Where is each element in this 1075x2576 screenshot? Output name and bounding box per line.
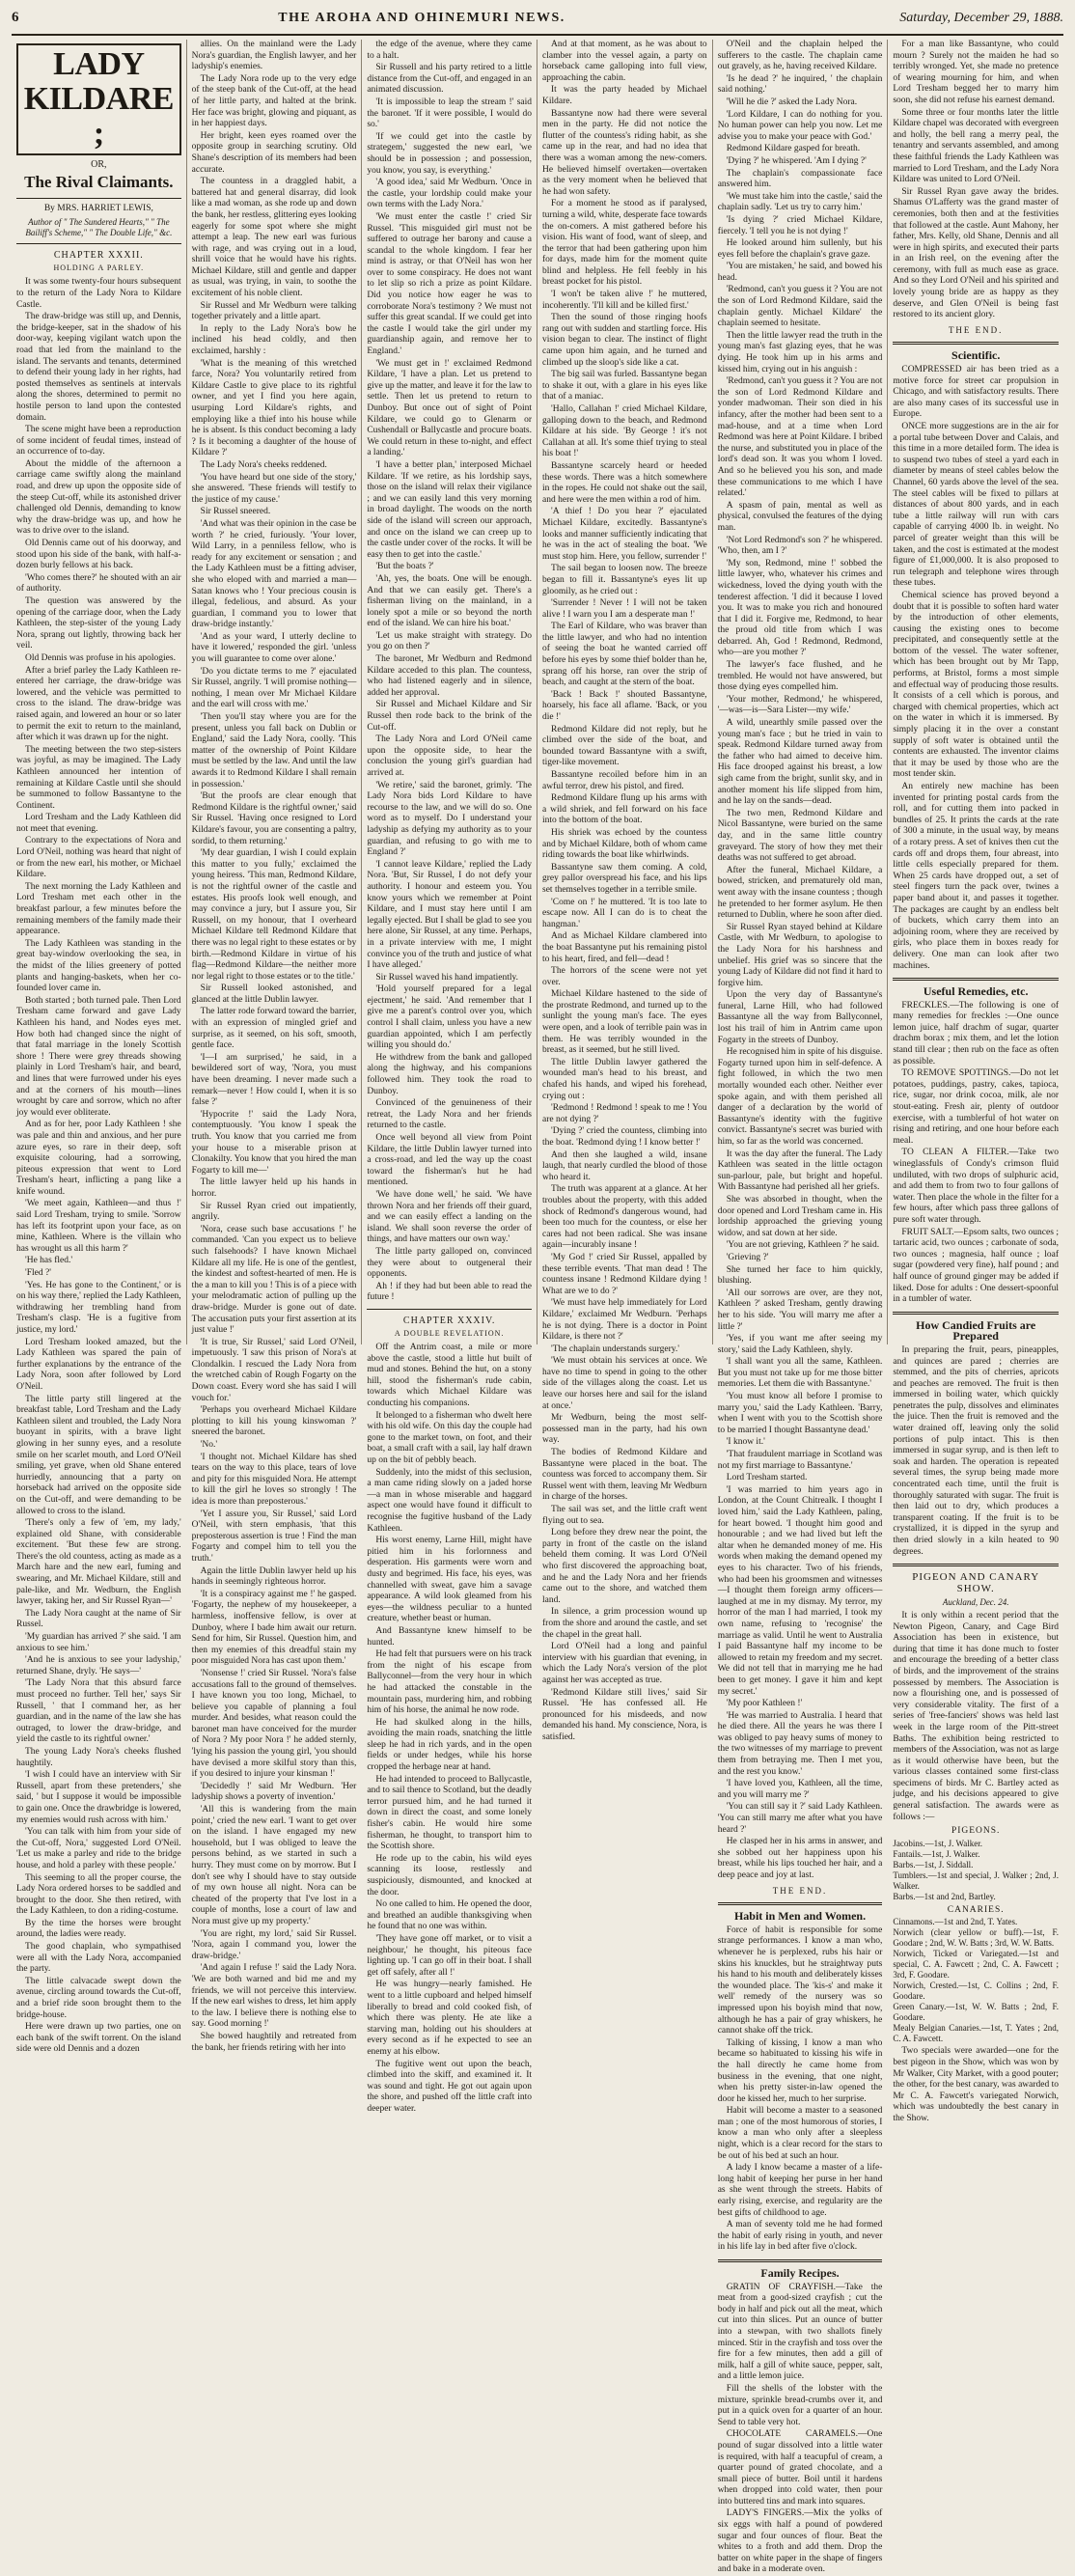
divider <box>16 198 181 199</box>
paragraph: 'Perhaps you overheard Michael Kildare plotting to kill his young kinswoman ?' sneered the baronet. <box>191 1405 357 1438</box>
paragraph: the edge of the avenue, where they came to a halt. <box>367 40 533 61</box>
paragraph: 'A thief ! Do you hear ?' ejaculated Michael Kildare, excitedly. Bassantyne's looks and manner sufficiently indicating that he was in the act of stealing the boat. 'We must stop him. Here, you fellow, surrender !' <box>542 507 707 562</box>
column-6 <box>888 40 1063 2123</box>
paragraph: 'You are right, my lord,' said Sir Russel. 'Nora, again I command you, lower the draw-bridge.' <box>191 1928 357 1961</box>
paragraph: Contrary to the expectations of Nora and Lord O'Neil, nothing was heard that night of or from the new earl, his mother, or Michael Kildare. <box>16 836 181 880</box>
paragraph: Sir Russel waved his hand impatiently. <box>375 972 519 983</box>
paragraph: The next morning the Lady Kathleen and Lord Tresham met each other in the breakfast parlour, a few minutes before the remaining members of the family made their appearance. <box>16 881 181 937</box>
paragraph: 'And as your ward, I utterly decline to have it lowered,' responded the girl. 'unless you will guarantee to come over alone.' <box>191 631 357 665</box>
paragraph: She bowed haughtily and retreated from the bank, her friends retiring with her into <box>191 2031 357 2053</box>
paragraph: Force of habit is responsible for some strange performances. I know a man who, whenever he is perplexed, rubs his hair or skins his knuckles, but he straightway puts his hand to his mouth and deliberately kisses the wounded place. The 'kis-s' and make it well' remedy of the nursery was so impressed upon his boyish mind that now, although he has a pair of gray whiskers, he cannot shake off the trick. <box>717 1925 883 2036</box>
paragraph: 'Who comes there?' he shouted with an air of authority. <box>16 572 181 595</box>
paragraph: The Earl of Kildare, who was braver than the little lawyer, and who had no intention of seeing the boat he wanted carried off before his eyes by some thief bolder than he, sprang off his horse, ran over the strip of beach, and caught at the stern of the boat. <box>542 622 707 688</box>
paragraph: Sir Russel Ryan cried out impatiently, angrily. <box>191 1201 357 1223</box>
paragraph: He rode up to the cabin, his wild eyes scanning its loose, restlessly and suspiciously, dismounted, and knocked at the door. <box>367 1853 533 1897</box>
paragraph: The little party still lingered at the breakfast table, Lord Tresham and the Lady Kathleen silent and troubled, the Lady Nora buoyant in spirits, with a brave light glowing in her sunny eyes, and a resolute smile on her scarlet mouth, and Lord O'Neil smiling, yet grave, when old Shane entered hurriedly, announcing that a party on horseback had arrived on the opposite side on the Cut-off, and were demanding to be allowed to cross to the island. <box>16 1394 181 1516</box>
paragraph: 'And again I refuse !' said the Lady Nora. 'We are both warned and bid me and my friends, we will not perceive this interview. If the new earl wishes to dress, let him apply to the law. I believe there is nothing else to say. Good morning !' <box>191 1963 357 2030</box>
paragraph: He clasped her in his arms in answer, and she sobbed out her happiness upon his breast, while his lips touched her hair, and a deep peace and joy at last. <box>717 1837 883 1880</box>
paragraph: Habit will become a master to a seasoned man ; one of the most humorous of stories, I know a man who only after a sleepless night, which is a clear record for the stars to be out of his bed at such an hour. <box>717 2106 883 2161</box>
paragraph: ONCE more suggestions are in the air for a portal tube between Dover and Calais, and this time in a more detailed form. The idea is to suspend two tubes of steel a yard each in diameter by means of steel cables below the Channel, 60 yards above the level of the sea. The steel cables will be fixed to pillars at distances of about 800 yards, and in each tube a little railway will run with cars capable of carrying 4000 lb. in weight. No parcel of greater weight than this will be taken, and the cost is estimated at the modest figure of £1,000,000. It is also proposed to run telegraph and telephone wires through these tubes. <box>893 422 1060 589</box>
paragraph: 'But the boats ?' <box>375 562 434 572</box>
column-text <box>718 40 883 1882</box>
paragraph: 'We must take him into the castle,' said the chaplain sadly. 'Let us try to carry him.' <box>717 191 883 213</box>
award-entry: Jacobins.—1st, J. Walker. <box>893 1838 982 1848</box>
paragraph: Both started ; both turned pale. Then Lord Tresham came forward and gave Lady Kathleen his hand, and Nodes eyes met. How both had changed since the night of that fatal marriage in the lonely Scottish shore ! There were grey threads showing plainly in Lord Tresham's hair, and beard, and lines that were furrowed under his eyes and at the corners of his mouth—lines wrought by care and sorrow, which no after joy would ever obliterate. <box>16 995 181 1118</box>
pigeons-subheading: PIGEONS. <box>951 1826 1001 1837</box>
paragraph: 'Nora, cease such base accusations !' he commanded. 'Can you expect us to believe such falsehoods? I have known Michael Kildare all my life. He is one of the gentlest, the kindest and softest-hearted of men. He is the a man to kill you ! This is of a piece with your melodramatic action of pulling up the draw-bridge. Murder is gone out of date. The accusation puts your first assertion at its just value !' <box>191 1224 357 1336</box>
paragraph: Suddenly, into the midst of this seclusion, a man came riding slowly on a jaded horse—a man in whose miserable and haggard aspect one would have found it difficult to recognise the fugitive husband of the Lady Kathleen. <box>367 1467 533 1534</box>
chapter-subheading: A DOUBLE REVELATION. <box>394 1328 505 1338</box>
paragraph: Lord Tresham and the Lady Kathleen did not meet that evening. <box>16 813 181 834</box>
paragraph: 'Is he dead ?' he inquired, ' the chaplain said nothing.' <box>717 73 883 96</box>
paragraph: 'I—I am surprised,' he said, in a bewildered sort of way, 'Nora, you must have been dreaming. I never made such a remark—never ! How could I, when it is so false ?' <box>191 1052 357 1108</box>
paragraph: The truth was apparent at a glance. At her troubles about the property, with this added shock of Redmond's dangerous wound, had been too much for the countess, or else her cares had not been radical. She was insane again—incurably insane ! <box>542 1184 707 1251</box>
paragraph: TO CLEAN A FILTER.—Take two wineglassfuls of Condy's crimson fluid undiluted, with two drops of sulphuric acid, and add them to from two to four gallons of water. Then place the whole in the filter for a few hours, after which pass three gallons of pure soft water through. <box>893 1148 1060 1225</box>
paragraph: She was absorbed in thought, when the door opened and Lord Tresham came in. His lordship approached the grieving young widow, and sat down at her side. <box>717 1194 883 1238</box>
paragraph: Her bright, keen eyes roamed over the opposite group in searching scrutiny. Old Shane's description of its members had been accurate. <box>191 130 357 175</box>
paragraph: 'Dying ?' he whispered. 'Am I dying ?' <box>726 155 867 166</box>
paragraph: 'Yes. He has gone to the Continent,' or is on his way there,' replied the Lady Kathleen, withdrawing her trembling hand from Tresham's clasp. 'He is a fugitive from justice, my lord.' <box>16 1280 181 1335</box>
paragraph: Mr Wedburn, being the most self-possessed man in the party, had his own way. <box>542 1413 707 1446</box>
paragraph: It belonged to a fisherman who dwelt here with his old wife. On this day the couple had gone to the market town, on foot, and their boat, a small craft with a sail, lay half drawn up on the bit of pebbly beach. <box>367 1410 533 1466</box>
paragraph: By the time the horses were brought around, the ladies were ready. <box>16 1918 181 1940</box>
paragraph: 'It is true, Sir Russel,' said Lord O'Neil, impetuously. 'I saw this prison of Nora's at Clondalkin. I rescued the Lady Nora from the wretched cabin of Rough Fogarty on the Down coast. Every word she has said I will vouch for.' <box>191 1337 357 1403</box>
paragraph: 'My son, Redmond, mine !' sobbed the little lawyer, who, whatever his crimes and wickedness, loved the dying youth with the tenderest affection. 'I did it because I loved you. It was to make you rich and honoured that I did it. Forgive me, Redmond, to hear the proud old title from which I was debarred. Ah, God ! Redmond, Redmond, who—are you mother ?' <box>717 558 883 658</box>
paragraph: He had intended to proceed to Ballycastle, and to sail thence to Scotland, but the deadly terror pursued him, and he had turned it down in direct the coast, and some lonely fisher's cabin. He would hire some fisherman, he thought, to transport him to the Scottish shore. <box>367 1774 533 1852</box>
column-text <box>718 1925 883 2254</box>
paragraph: About the middle of the afternoon a carriage came swiftly along the mainland road, and drew up upon the opposite side of the steep Cut-off, while its astonished driver challenged old Dennis, demanding to know why the draw-bridge was up, and how he was to drive over to the island. <box>16 458 181 537</box>
paragraph: 'You are mistaken,' he said, and bowed his head. <box>717 262 883 283</box>
paragraph: The big sail was furled. Bassantyne began to shake it out, with a glare in his eyes like that of a maniac. <box>542 370 707 402</box>
paragraph: A man of seventy told me he had formed the habit of early rising in youth, and never in his life lay in bed after five o'clock. <box>717 2220 883 2253</box>
paragraph: His worst enemy, Larne Hill, might have pitied him in his forlornness and desperation. His garments were worn and dusty and begrimed. His face, his eyes, was channelled with sweat, gave him a savage appearance. A wild look gleamed from his eyes—the wildness peculiar to a hunted creature, whether beast or human. <box>367 1536 533 1624</box>
paragraph: 'I wish I could have an interview with Sir Russell, apart from these pretenders,' she said, ' but I suppose it would be impossible to gain one. Once the drawbridge is lowered, my enemies would rush across with him.' <box>16 1770 181 1825</box>
divider <box>718 2259 883 2262</box>
paragraph: An entirely new machine has been invented for printing postal cards from the roll, and for cutting them into packed in bundles of 25. It prints the cards at the rate of 300 a minute, in the usual way, by means of a rotary press. A set of knives then cut the cards off and drops them, four abreast, into little cells especially prepared for them. When 25 cards have dropped out, a set of steel fingers turn the pack over, twines a paper band about it, and passes it together. The packages are caught by an endless belt of buckets, which carry them into an adjoining room, where they are received by girls, who place them in boxes ready for delivery. One man can look after two machines. <box>893 782 1060 971</box>
paragraph: 'But the proofs are clear enough that Redmond Kildare is the rightful owner,' said Sir Russel. 'Having once resigned to Lord Kildare's favour, you are consenting a paltry, sordid, to them returning.' <box>191 791 357 846</box>
paragraph: Convinced of the genuineness of their retreat, the Lady Nora and her friends returned to the castle. <box>367 1098 533 1131</box>
paragraph: The latter rode forward toward the barrier, with an expression of mingled grief and surprise, as it seemed, on his soft, smooth, gentle face. <box>191 1007 357 1051</box>
paragraph: Chemical science has proved beyond a doubt that it is possible to soften hard water by the introduction of other elements, causing the existing ones to become precipitated, and consequently settle at the bottom of the vessel. The water softener, which has been brought out by Mr Tapp, performs, at Bristol, forms a most simple and effectual way of producing those results. It consists of a cell which is porous, and charged with chemical properties, which act on the water in which it is immersed. By simply placing it in the over a constant supply of soft water is obtained until the contents are exhausted. The inventor claims that it may be used by those who are the most tender skin. <box>893 590 1060 780</box>
paragraph: The chaplain's compassionate face answered him. <box>717 168 883 190</box>
pigeon-show-dateline: Auckland, Dec. 24. <box>942 1597 1009 1608</box>
paragraph: 'Surrender ! Never ! I will not be taken alive ! I warn you I am a desperate man !' <box>542 598 707 620</box>
paragraph: The bodies of Redmond Kildare and Bassantyne were placed in the boat. The countess was forced to accompany them. Sir Russel went with them, leaving Mr Wedburn in charge of the horses. <box>542 1448 707 1503</box>
paragraph: 'No.' <box>200 1440 218 1451</box>
paragraph: 'If we could get into the castle by strategem,' suggested the new earl, 'we should be in possession ; and possession, you know, you say, is everything.' <box>367 131 533 176</box>
column-text <box>893 1001 1059 1306</box>
masthead <box>12 10 1063 36</box>
paragraph: Redmond Kildare gasped for breath. <box>726 144 861 154</box>
paragraph: 'Nonsense !' cried Sir Russel. 'Nora's false accusations fall to the ground of themselves. I have known you too long, Michael, to believe you capable of planning a foul murder. And besides, what reason could the baronet man have conceived for the murder of Nora ? My poor Nora !' he added sternly, 'lying his passion the young girl, 'you should have devised a more skilful story than this, if you desired to injure your kinsman !' <box>191 1668 357 1780</box>
paragraph: He recognised him in spite of his disguise. Fogarty turned upon him in self-defence. A fight followed, in which the two men mortally wounded each other. Neither ever spoke again, and with them perished all danger of a declaration by the world of Bassantyne's identity with the fugitive convict. Bassantyne's secret was buried with him, so far as the world was concerned. <box>717 1047 883 1147</box>
paragraph: For a man like Bassantyne, who could mourn ? Surely not the maiden he had so terribly wronged. Yet, she made no pretence of wearing mourning for him, and when Lord Tresham begged her to marry him soon, she did not refuse his earnest demand. <box>893 40 1060 105</box>
paragraph: 'You have heard but one side of the story,' she answered. 'These friends will testify to the justice of my cause.' <box>191 472 357 505</box>
paragraph: A lady I know became a master of a life-long habit of keeping her purse in her hand as she went through the streets. Habits of early rising, exercise, and regularity are the best gifts of childhood to age. <box>717 2163 883 2218</box>
paragraph: It was the party headed by Michael Kildare. <box>542 85 707 106</box>
paragraph: Here were drawn up two parties, one on each bank of the swift torrent. On the island side were old Dennis and a dozen <box>16 2022 181 2055</box>
paragraph: Sir Russel sneered. <box>200 507 271 517</box>
paragraph: Ah ! if they had but been able to read the future ! <box>367 1281 533 1303</box>
divider <box>893 342 1059 345</box>
paragraph: The little lawyer held up his hands in horror. <box>191 1177 357 1199</box>
paragraph: It was some twenty-four hours subsequent to the return of the Lady Nora to Kildare Castle. <box>16 277 181 310</box>
the-end-marker: THE END. <box>948 324 1004 335</box>
paragraph: allies. On the mainland were the Lady Nora's guardian, the English lawyer, and her ladyship's enemies. <box>191 40 357 72</box>
paragraph: 'My God !' cried Sir Russel, appalled by these terrible events. 'That man dead ! The countess insane ! Redmond Kildare dying ! What are we to do ?' <box>542 1252 707 1296</box>
paragraph: 'It is impossible to leap the stream !' said the baronet. 'If it were possible, I would do so.' <box>367 97 533 130</box>
paragraph: 'Yet I assure you, Sir Russel,' said Lord O'Neil, with stern emphasis, 'that this preposterous assertion is true ! Find the man Fogarty and compel him to tell you the truth.' <box>191 1509 357 1564</box>
column-text <box>893 1345 1059 1558</box>
serial-title: LADY KILDARE ; <box>16 43 181 155</box>
award-entry: Tumblers.—1st and special, J. Walker ; 2nd, J. Walker. <box>893 1870 1060 1891</box>
paragraph: He was hungry—nearly famished. He went to a little cupboard and helped himself liberally to bread and cold cooked fish, of which there was plenty. He ate like a starving man, holding out his shoulders at every second as if he expected to see an enemy at his elbow. <box>367 1980 533 2057</box>
paragraph: The little calvacade swept down the avenue, circling around towards the Cut-off, and a brief ride soon brought them to the bridge-house. <box>16 1976 181 2020</box>
recipes-heading: Family Recipes. <box>760 2266 840 2280</box>
paragraph: Redmond Kildare did not reply, but he climbed over the side of the boat, and bounded toward Bassantyne with a swift, tiger-like movement. <box>542 724 707 768</box>
paragraph: The countess in a draggled habit, a battered hat and general disarray, did look like a mad woman, as she rode up and down the bank, her restless, glittering eyes looking eagerly for some spot where she might attempt a leap. The new earl was furious with rage, and was crying out in a loud, shrill voice that he would have his rights. Michael Kildare, still and gentle and dapper as usual, was trying, in vain, to soothe the excitement of his noble client. <box>191 177 357 299</box>
paragraph: Bassantyne saw them coming. A cold, grey pallor overspread his face, and his lips set themselves together in a terrible smile. <box>542 862 707 895</box>
paragraph: 'My guardian has arrived ?' she said. 'I am anxious to see him.' <box>16 1632 181 1653</box>
paragraph: 'Back ! Back !' shouted Bassantyne, hoarsely, his face all aflame. 'Back, or you die !' <box>542 689 707 723</box>
chapter-heading: CHAPTER XXXII. <box>53 250 144 262</box>
paragraph: Lord O'Neil had a long and painful interview with his guardian that evening, in which the Lady Nora's version of the plot against her was accepted as true. <box>542 1642 707 1685</box>
column-text <box>367 1343 532 2115</box>
column-2 <box>187 40 363 2053</box>
paragraph: Old Dennis came out of his doorway, and stood upon his side of the bank, with half-a-dozen burly fellows at his back. <box>16 539 181 571</box>
column-4 <box>538 40 713 1742</box>
paragraph: 'We must enter the castle !' cried Sir Russel. 'This misguided girl must not be suffered to outrage her barony and cause a scandal to the whole kingdom. I fear her mind is astray, or that O'Neil has won her over to some conspiracy. He does not want to let slip so rich a prize as point Kildare. Did you notice how eager he was to corroborate Nora's testimony ? We must not suffer this great scandal. If we could get into the castle I would take the girl under my guardianship again, and remove her to England.' <box>367 211 533 357</box>
chapter-subheading: HOLDING A PARLEY. <box>53 263 145 272</box>
byline: By MRS. HARRIET LEWIS, <box>43 203 153 213</box>
paragraph: Lord Tresham started. <box>726 1473 808 1483</box>
award-entry: Barbs.—1st and 2nd, Bartley. <box>893 1891 996 1901</box>
paragraph: 'They have gone off market, or to visit a neighbour,' he thought, his piteous face lighting up. 'I can go off in their boat. I shall get off safely, after all !' <box>367 1933 533 1978</box>
paragraph: And as for her, poor Lady Kathleen ! she was pale and thin and anxious, and her pure azure eyes, so rare in their deep, soft exquisite colouring, had a sorrowing, piteous expression that went to Lord Tresham's heart, inflicting a pang like a knife wound. <box>16 1120 181 1197</box>
paragraph: And as Michael Kildare clambered into the boat Bassantyne put his remaining pistol to his heart, fired, and fell—dead ! <box>542 931 707 964</box>
paragraph: 'We must have help immediately for Lord Kildare,' exclaimed Mr Wedburn. 'Perhaps he is not dying. There is a doctor in Point Kildare, is there not ?' <box>542 1298 707 1343</box>
author-credits: Author of " The Sundered Hearts," " The Bailiff's Scheme," " The Double Life," &c. <box>25 217 173 238</box>
award-entry: Fantails.—1st, J. Walker. <box>893 1848 980 1859</box>
scientific-heading: Scientific. <box>951 348 1001 363</box>
paragraph: 'The chaplain understands surgery.' <box>551 1343 679 1354</box>
paragraph: Off the Antrim coast, a mile or more above the castle, stood a little hut built of mud and stones. Behind the hut, on a stony hill, stood the fisherman's rude cabin, towards which Michael Kildare was conducting his companions. <box>367 1343 533 1409</box>
paragraph: 'Lord Kildare, I can do nothing for you. No human power can help you now. Let me advise you to make your peace with God.' <box>717 109 883 142</box>
paragraph: 'A good idea,' said Mr Wedburn. 'Once in the castle, your lordship could make your own terms with the Lady Nora.' <box>367 178 533 210</box>
paragraph: LADY'S FINGERS.—Mix the yolks of six eggs with half a pound of powdered sugar and four ounces of flour. Beat the whites to a froth and add them. Drop the batter on white paper in the shape of fingers and bake in a moderate oven. <box>717 2508 883 2575</box>
paragraph: 'Hold yourself prepared for a legal ejectment,' he said. 'And remember that I give me a parent's control over you, which control I shall claim, unless you have a new guardian appointed, which I am perfectly willing you should do.' <box>367 984 533 1051</box>
paragraph: 'Then you'll stay where you are for the present, unless you fall back on Dublin or England,' said the Lady Nora, coolly. 'This matter of the ownership of Point Kildare must be settled by the law. And until the law awards it to Redmond Kildare I shall remain in possession.' <box>191 712 357 789</box>
paragraph: 'It is a conspiracy against me !' he gasped. 'Fogarty, the nephew of my housekeeper, a harmless, inoffensive fellow, is over at Dunboy, where I bade him await our return. Send for him, Sir Russel. Question him, and then my enemies of this dreadful stain my poor misguided Nora has cast upon them.' <box>191 1589 357 1667</box>
habit-heading: Habit in Men and Women. <box>733 1909 867 1924</box>
newspaper-name: THE AROHA AND OHINEMURI NEWS. <box>278 11 565 25</box>
paragraph: 'You can still say it ?' said Lady Kathleen. 'You can still marry me after what you have heard ?' <box>717 1802 883 1835</box>
paragraph: Then the sound of those ringing hoofs rang out with sudden and startling force. His vision began to clear. The instinct of flight came upon him again, and he turned and climbed up the sloop's side like a cat. <box>542 313 707 368</box>
paragraph: Long before they drew near the point, the party in front of the castle on the island beheld them coming. It was Lord O'Neil who first discovered the approaching boat, and he and the Lady Nora and her friends came out to the shore, and watched them land. <box>542 1528 707 1605</box>
paragraph: 'Ah, yes, the boats. One will be enough. And that we can easily get. There's a fisherman living on the mainland, in a lonely spot a mile or so beyond the north end of the island. We can hire his boat.' <box>367 573 533 629</box>
divider <box>893 1312 1059 1315</box>
column-text <box>16 277 181 2056</box>
paragraph: 'All our sorrows are over, are they not, Kathleen ?' asked Tresham, gently drawing her to his side. 'You will marry me after a little ?' <box>717 1288 883 1332</box>
paragraph: The sail was set, and the little craft went flying out to sea. <box>542 1505 707 1526</box>
paragraph: 'Grieving ?' <box>726 1252 769 1262</box>
paragraph: And Bassantyne knew himself to be hunted. <box>367 1625 533 1648</box>
paragraph: Bassantyne scarcely heard or heeded these words. There was a hitch somewhere in the ropes. He could not shake out the sail, and here were the men within a rod of him. <box>542 460 707 505</box>
paragraph: 'We retire,' said the baronet, grimly. 'The Lady Nora bids Lord Kildare to have recourse to the law, and we will do so. One word as to myself. Do I understand your ladyship as defying my authority as to your guardian, and refusing to go with me to England ?' <box>367 780 533 858</box>
paragraph: His shriek was echoed by the countess and by Michael Kildare, both of whom came riding towards the boat like whirlwinds. <box>542 827 707 861</box>
paragraph: 'Decidedly !' said Mr Wedburn. 'Her ladyship shows a poverty of invention.' <box>191 1781 357 1803</box>
column-1 <box>12 40 187 2055</box>
paragraph: He had skulked along in the hills, avoiding the main roads, snatching the little sleep he had in rich yards, and in the open fields or under hedges, while his horse cropped the herbage near at hand. <box>367 1717 533 1773</box>
paragraph: 'He has fled.' <box>25 1256 73 1266</box>
paragraph: Sir Russell and his party retired to a little distance from the Cut-off, and engaged in an animated discussion. <box>367 63 533 96</box>
paragraph: No one called to him. He opened the door, and breathed an audible thanksgiving when he found that no one was within. <box>367 1899 533 1932</box>
paragraph: It is only within a recent period that the Newton Pigeon, Canary, and Cage Bird Association has been in existence, but during that time it has done much to foster and encourage the breeding of a better class of birds, and the improvement of the strains possessed by members. The Association is now a flourishing one, and is possessed of very considerable vitality. The first of a series of 'free-fanciers' shows was held last week in the large room of the Pitt-street Baths. The exhibition being restricted to members of the Association, was not as large as it would otherwise have been, but the various classes contained some first-class specimens of birds. Mr C. Bartley acted as judge, and his decisions appeared to give general satisfaction. The awards were as follows :— <box>893 1610 1060 1822</box>
paragraph: 'Is dying ?' cried Michael Kildare, fiercely. 'I tell you he is not dying !' <box>717 214 883 236</box>
paragraph: 'Will he die ?' asked the Lady Nora. <box>726 97 858 107</box>
paragraph: 'There's only a few of 'em, my lady,' explained old Shane, with considerable excitement. 'But these few are strong. There's the old countess, acting as made as a March hare and the new earl, fuming and swearing, and Mr. Michael Kildare, still and pale-like, and Mr. Wedburn, the English lawyer, taking her, and Sir Russel Ryan—' <box>16 1518 181 1607</box>
paragraph: She turned her face to him quickly, blushing. <box>717 1264 883 1287</box>
serial-subtitle: The Rival Claimants. <box>24 172 174 191</box>
paragraph: Sir Russel Ryan gave away the brides. Shamus O'Lafferty was the grand master of ceremonies, both then and at the festivities that followed at the castle. Aunt Mahony, her father, Mrs. Kelly, old Shane, Dennis and all were in high spirits, and executed their parts in an Irish reel, on the evening after the ceremony, with full as much ease as grace. And so they Lord O'Neil and his spirited and lovely young bride are as happy as they deserve, and Glen O'Neil is being fast restored to its ancient glory. <box>893 186 1060 320</box>
pigeon-show-heading: PIGEON AND CANARY SHOW. <box>912 1571 1040 1594</box>
column-text <box>367 40 532 1304</box>
paragraph: 'Come on !' he muttered. 'It is too late to escape now. All I can do is to cheat the hangman.' <box>542 897 707 929</box>
paragraph: 'You can talk with him from your side of the Cut-off, Nora,' suggested Lord O'Neil. 'Let us make a parley and ride to the bridge house, and hold a parley with these people.' <box>16 1827 181 1870</box>
paragraph: The baronet, Mr Wedburn and Redmond Kildare acceded to this plan. The countess, who had listened eagerly and in silence, added her approval. <box>367 654 533 698</box>
paragraph: 'Redmond, can't you guess it ? You are not the son of Lord Redmond Kildare, said the chaplain gently. Michael Kildare' the chaplain seemed to hesitate. <box>717 285 883 329</box>
paragraph: The lawyer's face flushed, and he trembled. He would not have answered, but those dying eyes compelled him. <box>717 660 883 693</box>
paragraph: Upon the very day of Bassantyne's funeral, Larne Hill, who had followed Bassantyne all the way from Ballyconnel, lost his trail of him in Antrim came upon Fogarty in the streets of Dunboy. <box>717 990 883 1045</box>
paragraph: In reply to the Lady Nora's bow he inclined his head coldly, and then exclaimed, harshly : <box>191 323 357 357</box>
paragraph: The young Lady Nora's cheeks flushed haughtily. <box>16 1746 181 1768</box>
paragraph: Old Dennis was profuse in his apologies. <box>25 652 176 663</box>
canaries-awards <box>893 1917 1059 2044</box>
paragraph: 'Fled ?' <box>25 1268 51 1279</box>
award-entry: Norwich, Crested.—1st, C. Collins ; 2nd, F. Goodare. <box>893 1980 1060 2002</box>
paragraph: He withdrew from the bank and galloped along the highway, and his companions followed him. They took the road to Dunboy. <box>367 1052 533 1096</box>
paragraph: TO REMOVE SPOTTINGS.—Do not let potatoes, puddings, pastry, cakes, tapioca, rice, sugar, nor drink cocoa, milk, ale nor stout-eating. Fresh air, plenty of outdoor exercise, with a tumblerful of hot water on rising and retiring, and one hour before each meal. <box>893 1068 1060 1146</box>
paragraph: The draw-bridge was still up, and Dennis, the bridge-keeper, sat in the shadow of his door-way, keeping vigilant watch upon the road that led from the mainland to the island. The servants and tenants, determined to defend their young lady in her rights, had posted themselves as sentinels at intervals along the shores, determined to permit no hostile person to land upon the contested domain. <box>16 312 181 423</box>
issue-date: Saturday, December 29, 1888. <box>899 11 1063 25</box>
paragraph: COMPRESSED air has been tried as a motive force for street car propulsion in Chicago, and with satisfactory results. There are also many cases of its successful use in Europe. <box>893 365 1060 420</box>
canaries-subheading: CANARIES. <box>947 1904 1005 1915</box>
paragraph: The good chaplain, who sympathised were all with the Lady Nora, accompanied the party. <box>16 1942 181 1975</box>
award-entry: Green Canary.—1st, W. W. Batts ; 2nd, F. Goodare. <box>893 2002 1060 2023</box>
paragraph: 'All this is wandering from the main point,' cried the new earl. 'I want to get over on the island. I have engaged my new household, but I was obliged to leave the persons behind, as we started in such a hurry. They must come on by morrow. But I don't see why I should have to stay outside of my own house all night. Nora can be cheated of the property that I've lost in a couple of months, lose a court of law and Nora must give up my property.' <box>191 1805 357 1926</box>
paragraph: 'I know it.' <box>726 1437 765 1448</box>
column-text <box>893 1611 1059 1823</box>
the-end-marker: THE END. <box>772 1885 828 1896</box>
paragraph: Some three or four months later the little Kildare chapel was decorated with evergreen and holly, the bell rang a merry peal, the tenantry and servants assembled, and among these faithful friends the Lady Kathleen was married to Lord Tresham, and the Lady Nora Kildare was united to Lord O'Neil. <box>893 107 1060 185</box>
paragraph: In preparing the fruit, pears, pineapples, and quinces are pared ; cherries are stemmed, and the pits of cherries, apricots and peaches are removed. The fruit is then immersed in boiling water, which quickly penetrates the pulp, dissolves and eliminates the juice. Then the fruit is removed and the water drained off, leaving only the solid portions of pulp intact. This is then immersed in sugar syrup, and is then left to soak and harden. The operation is repeated several times, the syrup being made more concentrated each time, until the fruit is thoroughly saturated with sugar. The fruit is then laid out to dry, which produces a transparent coating. If the fruit is to be crystallized, it is dipped in the syrup and then dried slowly in a kiln heated to 90 degrees. <box>893 1344 1060 1557</box>
paragraph: Redmond Kildare flung up his arms with a wild shriek, and fell forward on his face into the bottom of the boat. <box>542 793 707 826</box>
paragraph: The Lady Nora caught at the name of Sir Russel. <box>16 1608 181 1630</box>
divider <box>893 978 1059 981</box>
paragraph: The horrors of the scene were not yet over. <box>542 966 707 987</box>
column-text <box>893 40 1059 321</box>
paragraph: 'I have a better plan,' interposed Michael Kildare. 'If we retire, as his lordship says, those on the island will relax their vigilance ; and we can easily land this very morning in broad daylight. The woods on the north side of the island will screen our approach, and once on the island we can creep up to the castle under cover of the rocks. It will be easy then to get into the castle.' <box>367 459 533 560</box>
paragraph: In silence, a grim procession wound up from the shore and around the castle, and set the chapel in the great hall. <box>542 1607 707 1640</box>
paragraph: 'Yes, if you want me after seeing my story,' said the Lady Kathleen, shyly. <box>717 1334 883 1355</box>
paragraph: 'We must get in !' exclaimed Redmond Kildare, 'I have a plan. Let us pretend to give up the matter, and leave it for the law to settle. Then let us pretend to return to Dunboy. But once out of sight of Point Kildare, we could go to Glenarm or Cushendall or Ballycastle and procure boats. We could return in these to-night, and effect a landing.' <box>367 358 533 458</box>
paragraph: 'I thought not. Michael Kildare has shed tears on the way to this place, tears of love and pity for this misguided Nora. He attempt to kill the girl he loves so strongly ! The idea is more than preposterous.' <box>191 1452 357 1507</box>
paragraph: The meeting between the two step-sisters was joyful, as may be imagined. The Lady Kathleen announced her intention of remaining at Kildare Castle until she should be summoned to follow Bassantyne to the Continent. <box>16 744 181 811</box>
paragraph: The two men, Redmond Kildare and Nicol Bassantyne, were buried on the same day, and in the same little country graveyard. The story of how they met their deaths was not suffered to get abroad. <box>717 808 883 864</box>
paragraph: The little Dublin lawyer gathered the wounded man's head to his breast, and chafed his hands, and wiped his forehead, crying out : <box>542 1057 707 1101</box>
divider <box>893 1564 1059 1566</box>
chapter-heading: CHAPTER XXXIV. <box>402 1315 496 1326</box>
paragraph: 'Do you dictate terms to me ?' ejaculated Sir Russel, angrily. 'I will promise nothing—nothing, I mean over Mr Michael Kildare and the earl will cross with me.' <box>191 666 357 710</box>
paragraph: Bassantyne recoiled before him in an awful terror, drew his pistol, and fired. <box>542 770 707 791</box>
paragraph: 'Your mother, Redmond,' he whispered, '—was—is—Sara Lister—my wife.' <box>717 694 883 716</box>
paragraph: Sir Russel and Michael Kildare and Sir Russel then rode back to the brink of the Cut-off. <box>367 700 533 733</box>
paragraph: 'And what was their opinion in the case be worth ?' he cried, furiously. 'Your lover, Wild Larry, in a penniless fellow, who is ready for any excitement or sensation ; and the Lady Kathleen must be a fitting adviser, she who eloped with and married a man—Satan knows who ! Your precious cousin is illegal, fedelious, and absurd. As your guardian, I command you to lower that draw-bridge instantly.' <box>191 518 357 630</box>
paragraph: After the funeral, Michael Kildare, a bowed, stricken, and prematurely old man, went away with the insane countess ; though he pretended to her former asylum. He then returned to Dublin, where he soon after died. <box>717 865 883 921</box>
column-text <box>893 365 1059 972</box>
paragraph: Fill the shells of the lobster with the mixture, sprinkle bread-crumbs over it, and put in a quick oven for a quarter of an hour. Send to table very hot. <box>717 2383 883 2427</box>
divider <box>718 1902 883 1905</box>
paragraph: 'Redmond ! Redmond ! speak to me ! You are not dying ?' <box>542 1103 707 1124</box>
paragraph: And at that moment, as he was about to clamber into the vessel again, a party on horseback came galloping into full view, approaching the cabin. <box>542 40 707 83</box>
paragraph: He had felt that pursuers were on his track from the night of his escape from Ballyconnel—from the very hour in which he had attacked the constable in the mountain pass, murdering him, and robbing him of his horse, the animal he now rode. <box>367 1649 533 1716</box>
paragraph: 'My dear guardian, I wish I could explain this matter to you fully,' exclaimed the young heiress. 'This man, Redmond Kildare, is not the rightful owner of the castle and estates. His proofs look well enough, and may convince a jury, but I assure you, Sir Russell, on my honour, that I overheard Michael Kildare tell Redmond Kildare that there was no legal right to these estates or by birth.—Redmond Kildare in virtue of his flag—Redmond Kildare—the neither more nor legal right to those estates or to the title.' <box>191 848 357 982</box>
paragraph: Once well beyond all view from Point Kildare, the little Dublin lawyer turned into a cross-road, and led the way up the coast toward the fisherman's hut he had mentioned. <box>367 1133 533 1188</box>
paragraph: 'Dying ?' cried the countess, climbing into the boat. 'Redmond dying ! I know better !' <box>542 1126 707 1148</box>
award-entry: Norwich (clear yellow or buff).—1st, F. Goodare ; 2nd, W. W. Batts ; 3rd, W. W. Batts. <box>893 1927 1060 1949</box>
column-text <box>542 40 707 1527</box>
pigeon-show-closing: Two specials were awarded—one for the best pigeon in the Show, which was won by Mr Walker, City Market, with a good pouter; the other, for the best canary, was awarded to Mr C. A. Fawcett's variegated Norwich, which was undoubtedly the best canary in the Show. <box>893 2046 1060 2123</box>
paragraph: 'I cannot leave Kildare,' replied the Lady Nora. 'But, Sir Russel, I do not defy your authority. I honour and esteem you. You know yours which we remember at Point Kildare, and I must stay here until I am legally ejected. But I shall be glad to see you here alone, Sir Russel, at any time. Perhaps, in a private interview with me, I might convince you of the truth and justice of what I have alleged.' <box>367 859 533 971</box>
paragraph: FRECKLES.—The following is one of many remedies for freckles :—One ounce lemon juice, half drachm of sugar, quarter drachm borax ; mix them, and let the lotion stand till clear ; then rub on the face as often as possible. <box>893 1000 1060 1066</box>
award-entry: Cinnamons.—1st and 2nd, T. Yates. <box>893 1917 1018 1927</box>
paragraph: GRATIN OF CRAYFISH.—Take the meat from a good-sized crayfish ; cut the body in half and pick out all the meat, which cut into thin slices. Put an ounce of butter into a stewpan, with two shallots finely minced. Stir in the crayfish and toss over the fire for a few minutes, then add a gill of milk, half a gill of white sauce, pepper, salt, and a little lemon juice. <box>717 2282 883 2382</box>
page-number: 6 <box>12 10 19 25</box>
paragraph: He looked around him sullenly, but his eyes fell before the chaplain's grave gaze. <box>717 238 883 260</box>
paragraph: A wild, unearthly smile passed over the young man's face ; but he tried in vain to speak. Redmond Kildare turned away from the father who had aimed to deceive him. His face drooped against his breast, a low sigh came from the bright, sunlit sky, and in another moment his life slipped from him, and he lay on the sands—dead. <box>717 718 883 807</box>
paragraph: The Lady Kathleen was standing in the great bay-window overlooking the sea, in the midst of the lilies greenery of potted plants and hanging-baskets, when her co-founded lover came in. <box>16 938 181 994</box>
column-text <box>192 40 357 2054</box>
paragraph: Then the little lawyer read the truth in the young man's fast glazing eyes, that he was dying. He took him up in his arms and kissed him, crying out in his anguish : <box>717 330 883 374</box>
candied-fruits-heading: How Candied Fruits are Prepared <box>916 1317 1036 1343</box>
paragraph: O'Neil and the chaplain helped the sufferers to the castle. The chaplain came out gravely, as he, having received Kildare. <box>717 40 883 72</box>
paragraph: After a brief parley the Lady Kathleen re-entered her carriage, the draw-bridge was lowered, and the vehicle was permitted to cross to the island. The draw-bridge was raised again, and lowered an hour or so later to permit the exit to return to the mainland, after which it was drawn up for the night. <box>16 665 181 743</box>
paragraph: The fugitive went out upon the beach, climbed into the skiff, and examined it. It was sound and tight. He got out again upon the shore, and pushed off the little craft into deeper water. <box>367 2059 533 2114</box>
paragraph: 'That fraudulent marriage in Scotland was not my first marriage to Bassantyne.' <box>717 1450 883 1471</box>
paragraph: Sir Russel Ryan stayed behind at Kildare Castle, with Mr Wedburn, to apologise to the Lady Nora for his harshness and unbelief. His grief was so sincere that the young Lady of Kildare did not find it hard to forgive him. <box>717 922 883 988</box>
paragraph: 'Hypocrite !' said the Lady Nora, contemptuously. 'You know I speak the truth. You know that you carried me from your house to a miserable prison at Clonakilty. You know that you hired the man Fogarty to kill me—' <box>191 1109 357 1176</box>
paragraph: 'He was married to Australia. I heard that he died there. All the years he was there I was obliged to pay heavy sums of money to the two witnesses of my marriage to prevent them from betraying me. Then I met you, and the rest you know.' <box>717 1710 883 1777</box>
divider <box>367 1309 532 1310</box>
columns <box>12 40 1063 2575</box>
paragraph: It was the day after the funeral. The Lady Kathleen was seated in the little octagon sun-parlour, pale, but bright and hopeful. With Bassantyne had perished all her griefs. <box>717 1149 883 1193</box>
paragraph: 'You must know all before I promise to marry you,' said the Lady Kathleen. 'Barry, when I went with you to the Scottish shore to be married I thought Bassantyne dead.' <box>717 1392 883 1435</box>
paragraph: Sir Russell looked astonished, and glanced at the little Dublin lawyer. <box>191 983 357 1005</box>
pigeons-awards <box>893 1839 1059 1902</box>
paragraph: Sir Russel and Mr Wedburn were talking together privately and a little apart. <box>191 300 357 322</box>
paragraph: The little party galloped on, convinced they were about to outgeneral their opponents. <box>367 1246 533 1280</box>
paragraph: And then she laughed a wild, insane laugh, that nearly curdled the blood of those who heard it. <box>542 1150 707 1182</box>
paragraph: The scene might have been a reproduction of some incident of feudal times, instead of an occurrence of to-day. <box>16 425 181 457</box>
paragraph: 'I have loved you, Kathleen, all the time, and you will marry me ?' <box>717 1779 883 1800</box>
paragraph: For a moment he stood as if paralysed, turning a wild, white, desperate face towards the on-comers. A mist gathered before his vision. His want of food, want of sleep, and the terror that had been gathering upon him for days, made him for the moment quite blind and helpless. He fell feebly in his breast pocket for his pistol. <box>542 199 707 288</box>
paragraph: The Lady Nora rode up to the very edge of the steep bank of the Cut-off, at the head of her little party, and halted at the brink. Her face was bright, glowing and piquant, as in her happiest days. <box>191 73 357 129</box>
paragraph: 'You are not grieving, Kathleen ?' he said. <box>726 1240 880 1251</box>
paragraph: A spasm of pain, mental as well as physical, convulsed the features of the dying man. <box>717 500 883 533</box>
paragraph: 'We have done well,' he said. 'We have thrown Nora and her friends off their guard, and we can easily effect a landing on the island. We shall soon reverse the order of things, and have matters our own way.' <box>367 1189 533 1245</box>
paragraph: 'The Lady Nora that this absurd farce must proceed no further. Tell her,' says Sir Russell, ' that I command her, as her guardian, and in the name of the law she has outraged, to lower the draw-bridge, and yield the castle to its rightful owner.' <box>16 1678 181 1745</box>
column-3 <box>362 40 538 2114</box>
paragraph: 'And he is anxious to see your ladyship,' returned Shane, dryly. 'He says—' <box>16 1655 181 1676</box>
paragraph: The sail began to loosen now. The breeze began to fill it. Bassantyne's eyes lit up gloomily, as he cried out : <box>542 564 707 596</box>
paragraph: The Lady Nora and Lord O'Neil came upon the opposite side, to hear the conclusion the young girl's guardian had arrived at. <box>367 734 533 778</box>
paragraph: 'We meet again, Kathleen—and thus !' said Lord Tresham, trying to smile. 'Sorrow has left its footprint upon your face, as on mine, Kathleen. Where is the villain who has wrought us all this harm ?' <box>16 1199 181 1254</box>
paragraph: Bassantyne now had there were several men in the party. He did not notice the flutter of the countess's riding habit, as she came up in the rear, and had no idea that there was a woman among the new-comers. He believed himself overtaken—overtaken as the very moment when he believed that he had won safety. <box>542 108 707 197</box>
paragraph: The Lady Nora's cheeks reddened. <box>200 459 327 470</box>
paragraph: 'I shall want you all the same, Kathleen. But you must not take up for me those bitter memories. Let them die with Bassantyne.' <box>717 1357 883 1390</box>
paragraph: 'I was married to him years ago in London, at the Count Chitrealk. I thought I loved him,' said the Lady Kathleen, paling, for heart bowed. 'I thought him good and honourable ; and we had lived but left the altar when he demanded money of me. His words when making the demand opened my eyes to his character. Two of his friends, who had been his groomsmen and witnesses—I thought them foreign army officers—laughed at me in my dismay. My terror, my horror of the man I had married, I took my own name, refusing to 'recognise' the marriage as valid. Until he went to Australia I paid Bassantyne half my income to be allowed to retain my freedom and my secret. We did not tell that in marrying me he had been to get money. I gave it him and kept my secret.' <box>717 1484 883 1697</box>
paragraph: Michael Kildare hastened to the side of the prostrate Redmond, and turned up to the sunlight the young man's face. The eyes were open, and a look of terrible pain was in them. He was terribly wounded in the breast, as it seemed, but he still lived. <box>542 989 707 1056</box>
paragraph: Lord Tresham looked amazed, but the Lady Kathleen was spared the pain of further explanations by the entrance of the Lady Nora, soon after followed by Lord O'Neil. <box>16 1337 181 1392</box>
paragraph: 'Let us make straight with strategy. Do you go on then ?' <box>367 630 533 652</box>
paragraph: FRUIT SALT.—Epsom salts, two ounces ; tartaric acid, two ounces ; carbonate of soda, two ounces ; magnesia, half ounce ; loaf sugar (powdered very fine), half pound ; and half ounce of ground ginger may be added if liked. Dose for adults : One dessert-spoonful in a tumbler of water. <box>893 1227 1060 1305</box>
paragraph: CHOCOLATE CARAMELS.—One pound of sugar dissolved into a little water is required, with half a teacupful of cream, a quarter pound of grated chocolate, and a small piece of butter. Boil until it hardens when dropped into cold water, then pour into buttered tins and mark into squares. <box>717 2429 883 2507</box>
award-entry: Barbs.—1st, J. Siddall. <box>893 1859 974 1870</box>
paragraph: The question was answered by the opening of the carriage door, when the Lady Kathleen, the step-sister of the young Lady Nora, sprang out lightly, throwing back her veil. <box>16 596 181 651</box>
paragraph: 'Redmond Kildare still lives,' said Sir Russel. 'He has confessed all. He pronounced for his misdeeds, and now demanded his hand. My conscience, Nora, is satisfied. <box>542 1687 707 1742</box>
divider <box>16 243 181 244</box>
paragraph: Talking of kissing, I know a man who became so habituated to kissing his wife in the hall directly he came home from business in the evening, that one night, when his pretty sister-in-law opened the door he kissed her, much to her surprise. <box>717 2037 883 2104</box>
column-text <box>542 1528 707 1743</box>
award-entry: Mealy Belgian Canaries.—1st, T. Yates ; 2nd, C. A. Fawcett. <box>893 2023 1060 2044</box>
paragraph: Again the little Dublin lawyer held up his hands in seemingly righteous horror. <box>191 1565 357 1588</box>
paragraph: 'We must obtain his services at once. We have no time to spend in going to the other side of the villages along the coast. Let us leave our horses here and sail for the island at once.' <box>542 1356 707 1411</box>
column-5 <box>713 40 889 2575</box>
paragraph: 'Not Lord Redmond's son ?' he whispered. 'Who, then, am I ?' <box>717 535 883 557</box>
paragraph: 'I won't be taken alive !' he muttered, incoherently. 'I'll kill and be killed first.' <box>542 290 707 311</box>
column-text <box>718 2283 883 2576</box>
paragraph: This seeming to all the proper course, the Lady Nora ordered horses to be saddled and brought to the door. She then retired, with the Lady Kathleen, to don a riding-costume. <box>16 1872 181 1917</box>
paragraph: 'Redmond, can't you guess it ? You are not the son of Lord Redmond Kildare and yonder madwoman. Their son died in his infancy, after the mother had been sent to a mad-house, and at a time when Lord Redmond was here at Point Kildare. I bribed the nurse, and substituted you in place of the lord's dead son. It was you whom I loved. And so he believed you his son, and made these communications to me which I have related.' <box>717 376 883 499</box>
paragraph: 'My poor Kathleen !' <box>726 1699 803 1709</box>
useful-remedies-heading: Useful Remedies, etc. <box>923 984 1029 999</box>
paragraph: 'Hallo, Callahan !' cried Michael Kildare, galloping down to the beach, and Redmond Kildare at his side. 'By George ! it's not Callahan at all. It's some thief trying to steal his boat !' <box>542 404 707 459</box>
paragraph: 'What is the meaning of this wretched farce, Nora? You voluntarily retired from Kildare Castle to give place to its rightful owner, and yet I find you here again, usurping Lord Kildare's rights, and employing like a thief into his house while he is absent. Is this conduct becoming a lady ? Is it becoming a daughter of the house of Kildare ?' <box>191 358 357 458</box>
award-entry: Norwich, Ticked or Variegated.—1st and special, C. A. Fawcett ; 2nd, C. A. Fawcett ; 3rd, F. Goodare. <box>893 1949 1060 1980</box>
serial-or: OR, <box>91 159 107 170</box>
